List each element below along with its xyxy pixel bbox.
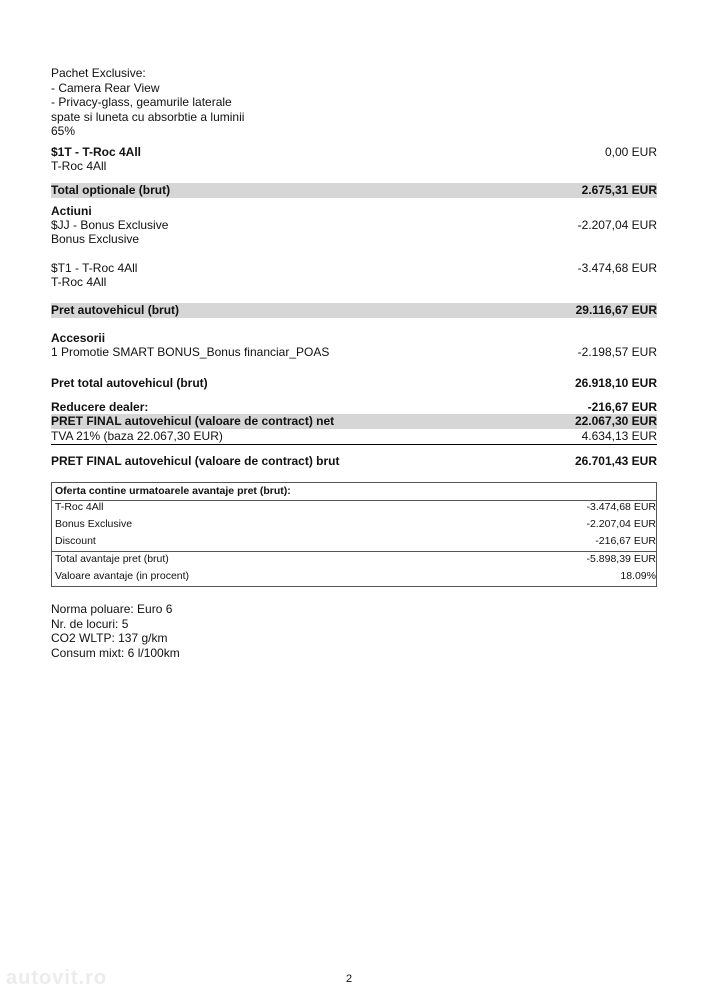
actiuni-item-label: $T1 - T-Roc 4All — [51, 261, 138, 275]
actiuni-item-sub: T-Roc 4All — [51, 275, 107, 289]
spec-line: Norma poluare: Euro 6 — [51, 602, 173, 616]
avantaje-total-value: -5.898,39 EUR — [586, 553, 656, 565]
actiuni-item-value: -3.474,68 EUR — [577, 261, 657, 275]
pret-autovehicul-label: Pret autovehicul (brut) — [51, 303, 180, 317]
tva-row — [51, 429, 657, 444]
accesorii-item-value: -2.198,57 EUR — [577, 345, 657, 359]
avantaje-row-label: Bonus Exclusive — [55, 518, 133, 530]
accesorii-title: Accesorii — [51, 331, 106, 345]
watermark: autovit.ro — [6, 967, 108, 989]
actiuni-item — [51, 261, 657, 276]
pret-final-brut-row — [51, 454, 657, 469]
avantaje-title: Oferta contine urmatoarele avantaje pret (brut): — [55, 485, 291, 497]
total-optionale-value: 2.675,31 EUR — [581, 183, 657, 197]
avantaje-procent-row — [55, 569, 656, 584]
accesorii-item — [51, 345, 657, 360]
pret-total-label: Pret total autovehicul (brut) — [51, 376, 208, 390]
avantaje-total-label: Total avantaje pret (brut) — [55, 553, 169, 565]
avantaje-total-row — [55, 552, 656, 567]
pachet-line: - Privacy-glass, geamurile laterale — [51, 95, 232, 109]
spec-line: Nr. de locuri: 5 — [51, 616, 129, 631]
avantaje-row-label: Discount — [55, 535, 96, 547]
pret-final-brut-label: PRET FINAL autovehicul (valoare de contract) brut — [51, 454, 340, 468]
pret-autovehicul-row — [51, 303, 657, 318]
pret-final-net-value: 22.067,30 EUR — [574, 414, 657, 428]
avantaje-row — [55, 517, 656, 532]
option-1t-title: $1T - T-Roc 4All — [51, 145, 142, 159]
spec-line: CO2 WLTP: 137 g/km — [51, 631, 168, 645]
avantaje-row-value: -216,67 EUR — [595, 535, 656, 547]
page-number: 2 — [346, 973, 353, 985]
pachet-line: spate si luneta cu absorbtie a luminii — [51, 109, 245, 124]
option-1t-sub: T-Roc 4All — [51, 159, 107, 173]
pret-total-value: 26.918,10 EUR — [574, 376, 657, 390]
avantaje-procent-value: 18.09% — [620, 570, 656, 582]
pret-final-brut-value: 26.701,43 EUR — [574, 454, 657, 468]
pret-final-net-label: PRET FINAL autovehicul (valoare de contract) net — [51, 414, 335, 428]
avantaje-box — [51, 482, 657, 587]
pret-total-row — [51, 376, 657, 391]
reducere-label: Reducere dealer: — [51, 400, 149, 414]
actiuni-title: Actiuni — [51, 204, 92, 218]
tva-value: 4.634,13 EUR — [581, 429, 657, 443]
tva-label: TVA 21% (baza 22.067,30 EUR) — [51, 429, 223, 443]
avantaje-row-value: -2.207,04 EUR — [586, 518, 656, 530]
accesorii-item-label: 1 Promotie SMART BONUS_Bonus financiar_POAS — [51, 345, 330, 359]
spec-line: Consum mixt: 6 l/100km — [51, 645, 180, 660]
reducere-value: -216,67 EUR — [587, 400, 657, 414]
actiuni-item-label: $JJ - Bonus Exclusive — [51, 218, 169, 232]
pachet-title: Pachet Exclusive: — [51, 66, 146, 80]
option-1t-row — [51, 145, 657, 160]
avantaje-row — [55, 500, 656, 515]
total-optionale-row — [51, 183, 657, 198]
option-1t-value: 0,00 EUR — [604, 145, 657, 159]
pret-final-net-row — [51, 414, 657, 429]
avantaje-row-value: -3.474,68 EUR — [586, 501, 656, 513]
reducere-row — [51, 400, 657, 415]
avantaje-row — [55, 534, 656, 549]
total-optionale-label: Total optionale (brut) — [51, 183, 171, 197]
pachet-line: - Camera Rear View — [51, 80, 160, 95]
actiuni-item-value: -2.207,04 EUR — [577, 218, 657, 232]
pachet-line: 65% — [51, 124, 76, 138]
pret-autovehicul-value: 29.116,67 EUR — [575, 303, 657, 317]
avantaje-procent-label: Valoare avantaje (in procent) — [55, 570, 190, 582]
divider — [51, 444, 657, 445]
actiuni-item — [51, 218, 657, 233]
actiuni-item-sub: Bonus Exclusive — [51, 232, 140, 246]
avantaje-row-label: T-Roc 4All — [55, 501, 104, 513]
